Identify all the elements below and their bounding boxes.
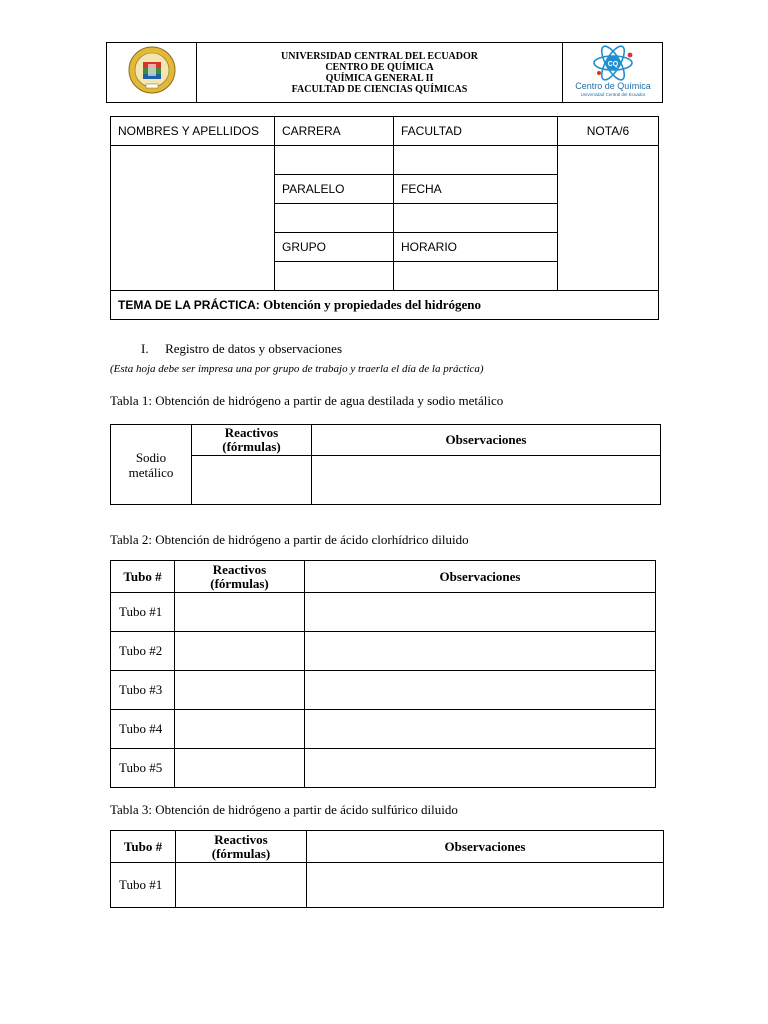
centro-logo-subtitle: Universidad Central del Ecuador bbox=[580, 92, 645, 97]
table3-row-label: Tubo #1 bbox=[111, 863, 176, 908]
table3-caption: Tabla 3: Obtención de hidrógeno a partir de ácido sulfúrico diluido bbox=[110, 802, 458, 817]
table2-reactivos-input[interactable] bbox=[175, 632, 305, 671]
table1-row-label bbox=[111, 425, 192, 505]
table1-reactivos-header bbox=[192, 425, 312, 456]
nota-header: NOTA/6 bbox=[558, 117, 659, 146]
table1-caption: Tabla 1: Obtención de hidrógeno a partir de agua destilada y sodio metálico bbox=[110, 393, 504, 408]
student-info-table bbox=[110, 116, 659, 320]
table1 bbox=[110, 424, 661, 505]
header-title-cell bbox=[197, 43, 563, 103]
table2-tubo-header: Tubo # bbox=[111, 561, 175, 593]
paralelo-header: PARALELO bbox=[275, 175, 394, 204]
facultad-input[interactable] bbox=[394, 146, 558, 175]
header-line-centro: CENTRO DE QUÍMICA bbox=[325, 61, 434, 73]
nota-input[interactable] bbox=[558, 146, 659, 291]
header-right-logo-cell bbox=[563, 43, 663, 103]
table1-observaciones-header: Observaciones bbox=[312, 425, 661, 456]
header-line-university: UNIVERSIDAD CENTRAL DEL ECUADOR bbox=[281, 50, 478, 62]
carrera-input[interactable] bbox=[275, 146, 394, 175]
table2-caption: Tabla 2: Obtención de hidrógeno a partir de ácido clorhídrico diluido bbox=[110, 532, 469, 547]
tema-value: Obtención y propiedades del hidrógeno bbox=[263, 297, 482, 312]
table2-reactivos-line1: Reactivos bbox=[212, 561, 267, 577]
table3-observaciones-header: Observaciones bbox=[307, 831, 664, 863]
university-seal-icon bbox=[127, 45, 177, 95]
header-line-course: QUÍMICA GENERAL II bbox=[325, 72, 434, 84]
table1-reactivos-line2: (fórmulas) bbox=[222, 439, 281, 454]
table3-reactivos-line2: (fórmulas) bbox=[211, 845, 271, 861]
table1-reactivos-line1: Reactivos bbox=[224, 425, 279, 440]
section-heading bbox=[141, 341, 342, 357]
table2-reactivos-input[interactable] bbox=[175, 671, 305, 710]
table1-row-label-line1: Sodio bbox=[135, 449, 167, 465]
table1-observaciones-input[interactable] bbox=[312, 456, 661, 505]
table2-observaciones-input[interactable] bbox=[305, 671, 656, 710]
grupo-input[interactable] bbox=[275, 262, 394, 291]
table1-row-label-line2: metálico bbox=[128, 464, 174, 480]
table2-reactivos-input[interactable] bbox=[175, 593, 305, 632]
carrera-header: CARRERA bbox=[275, 117, 394, 146]
table3-reactivos-line1: Reactivos bbox=[214, 831, 268, 847]
section-title: Registro de datos y observaciones bbox=[165, 341, 342, 356]
table2-reactivos-input[interactable] bbox=[175, 710, 305, 749]
fecha-header: FECHA bbox=[394, 175, 558, 204]
table2-reactivos-header bbox=[175, 561, 305, 593]
horario-input[interactable] bbox=[394, 262, 558, 291]
table2-row-label: Tubo #1 bbox=[111, 593, 175, 632]
table2-reactivos-line2: (fórmulas) bbox=[210, 575, 269, 591]
nombres-header: NOMBRES Y APELLIDOS bbox=[111, 117, 275, 146]
table1-reactivos-input[interactable] bbox=[192, 456, 312, 505]
table2-row-label: Tubo #5 bbox=[111, 749, 175, 788]
table3 bbox=[110, 830, 664, 908]
table2-observaciones-input[interactable] bbox=[305, 593, 656, 632]
atom-badge: CQ bbox=[607, 61, 618, 68]
table2-observaciones-header: Observaciones bbox=[305, 561, 656, 593]
table3-reactivos-header bbox=[176, 831, 307, 863]
table2-row-label: Tubo #3 bbox=[111, 671, 175, 710]
table2-row-label: Tubo #4 bbox=[111, 710, 175, 749]
document-header bbox=[106, 42, 663, 103]
table2-reactivos-input[interactable] bbox=[175, 749, 305, 788]
nombres-input[interactable] bbox=[111, 146, 275, 291]
grupo-header: GRUPO bbox=[275, 233, 394, 262]
atom-icon bbox=[568, 43, 658, 97]
header-left-logo-cell bbox=[107, 43, 197, 103]
facultad-header: FACULTAD bbox=[394, 117, 558, 146]
tema-row bbox=[111, 291, 659, 320]
tema-label: TEMA DE LA PRÁCTICA: bbox=[118, 298, 264, 312]
centro-logo-name: Centro de Química bbox=[574, 81, 651, 91]
table2-observaciones-input[interactable] bbox=[305, 632, 656, 671]
table3-reactivos-input[interactable] bbox=[176, 863, 307, 908]
horario-header: HORARIO bbox=[394, 233, 558, 262]
section-numeral: I. bbox=[141, 341, 149, 356]
fecha-input[interactable] bbox=[394, 204, 558, 233]
header-line-faculty: FACULTAD DE CIENCIAS QUÍMICAS bbox=[291, 83, 468, 95]
table2 bbox=[110, 560, 656, 788]
section-note: (Esta hoja debe ser impresa una por grupo de trabajo y traerla el día de la práctica) bbox=[110, 363, 484, 375]
table2-row-label: Tubo #2 bbox=[111, 632, 175, 671]
table3-observaciones-input[interactable] bbox=[307, 863, 664, 908]
table2-observaciones-input[interactable] bbox=[305, 710, 656, 749]
table2-observaciones-input[interactable] bbox=[305, 749, 656, 788]
paralelo-input[interactable] bbox=[275, 204, 394, 233]
table3-tubo-header: Tubo # bbox=[111, 831, 176, 863]
